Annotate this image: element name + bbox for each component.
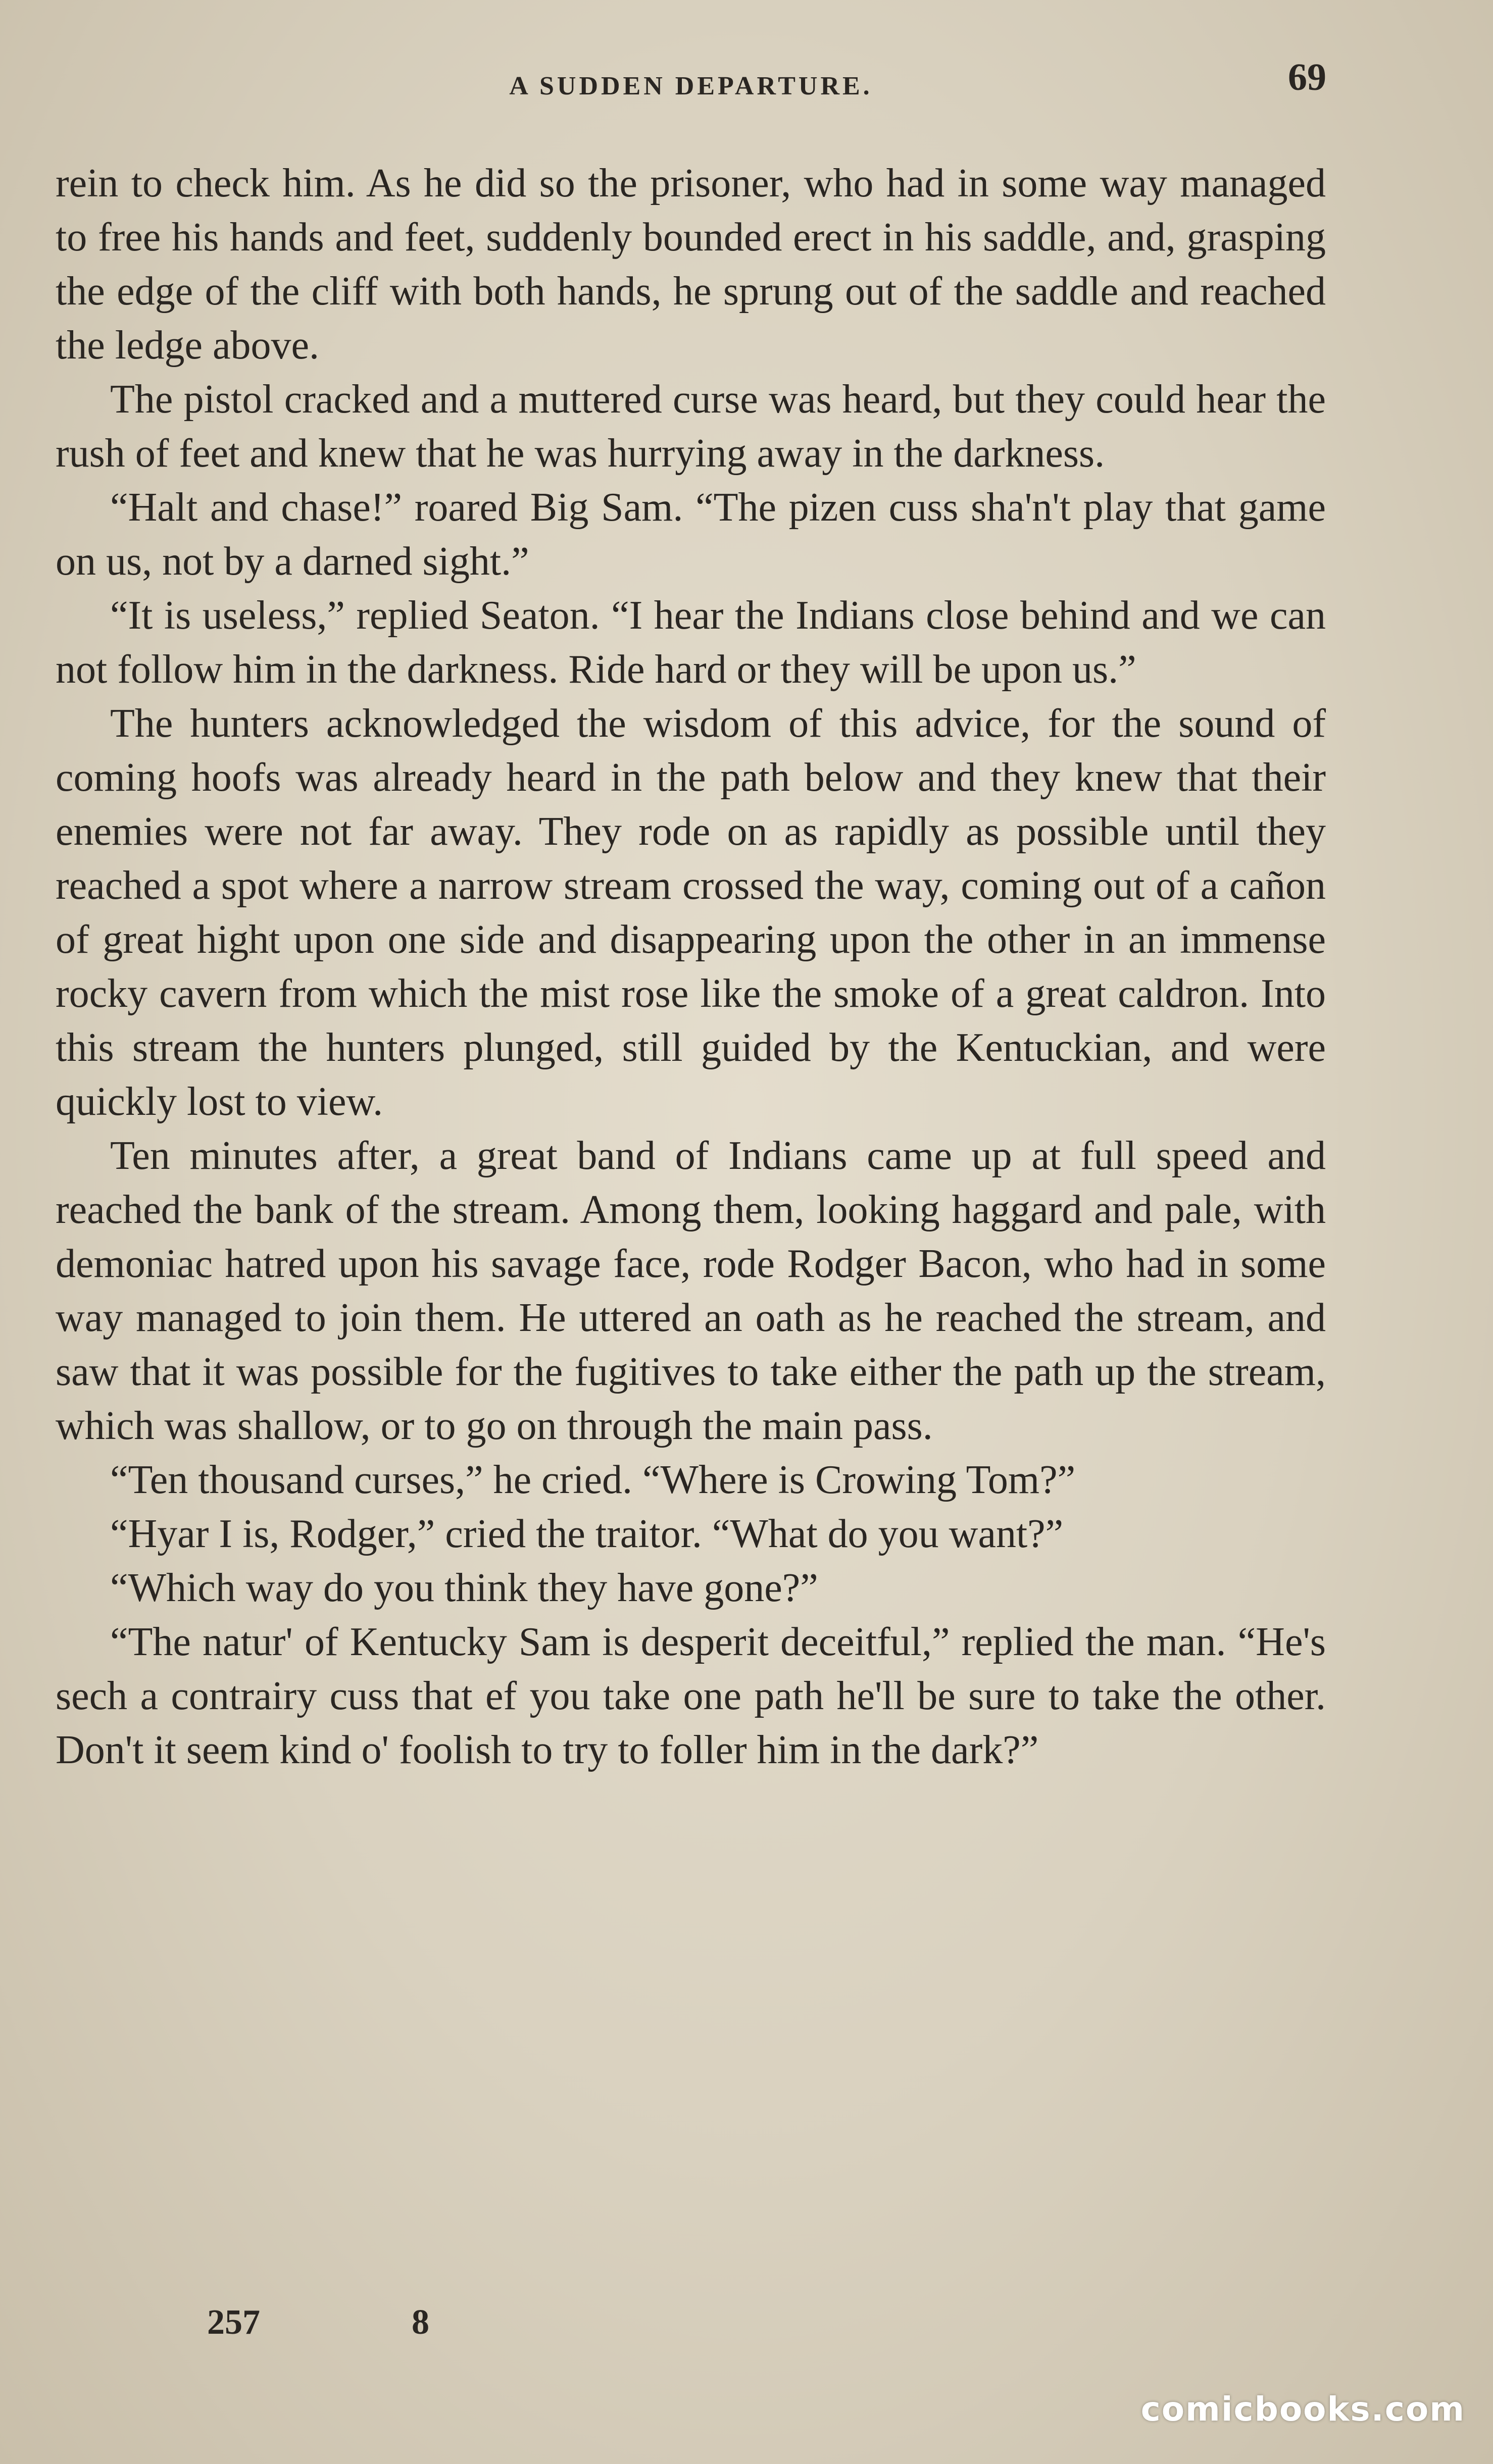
page-number: 69 (1288, 56, 1326, 98)
paragraph: “Halt and chase!” roared Big Sam. “The pizen cuss sha'n't play that game on us, not by a darned sight.” (56, 485, 1326, 584)
paragraph: “Which way do you think they have gone?” (110, 1566, 818, 1610)
paragraph: Ten minutes after, a great band of Indians came up at full speed and reached the bank of the stream. Among them, looking haggard and pale, with demoniac hatred upon his savage face, rode Rodger Bacon, who had in some way managed to join them. He uttered an oath as he reached the stream, and saw that it was possible for the fugitives to take either the path up the stream, which was shallow, or to go on through the main pass. (56, 1134, 1326, 1448)
body-text (56, 157, 1326, 1777)
signature-mark: 8 (412, 2303, 429, 2342)
signature-number: 257 (207, 2303, 260, 2342)
page-footer (207, 2302, 429, 2343)
paragraph: “The natur' of Kentucky Sam is desperit deceitful,” replied the man. “He's sech a contrairy cuss that ef you take one path he'll be sure to take the other. Don't it seem kind o' foolish to try to foller him in the dark?” (56, 1620, 1326, 1772)
running-title: A SUDDEN DEPARTURE. (509, 71, 873, 100)
paragraph: The hunters acknowledged the wisdom of this advice, for the sound of coming hoofs was already heard in the path below and they knew that their enemies were not far away. They rode on as rapidly as possible until they reached a spot where a narrow stream crossed the way, coming out of a cañon of great hight upon one side and disappearing upon the other in an immense rocky cavern from which the mist rose like the smoke of a great caldron. Into this stream the hunters plunged, still guided by the Kentuckian, and were quickly lost to view. (56, 701, 1326, 1124)
paragraph: rein to check him. As he did so the prisoner, who had in some way managed to free his hands and feet, suddenly bounded erect in his saddle, and, grasping the edge of the cliff with both hands, he sprung out of the saddle and reached the ledge above. (56, 161, 1326, 368)
paragraph: “Hyar I is, Rodger,” cried the traitor. “What do you want?” (110, 1512, 1064, 1556)
paragraph: “Ten thousand curses,” he cried. “Where is Crowing Tom?” (110, 1458, 1076, 1502)
page-header (56, 58, 1326, 114)
watermark: comicbooks.com (1140, 2390, 1465, 2429)
paragraph: The pistol cracked and a muttered curse was heard, but they could hear the rush of feet and knew that he was hurrying away in the darkness. (56, 377, 1326, 476)
paragraph: “It is useless,” replied Seaton. “I hear the Indians close behind and we can not follow him in the darkness. Ride hard or they will be upon us.” (56, 593, 1326, 692)
